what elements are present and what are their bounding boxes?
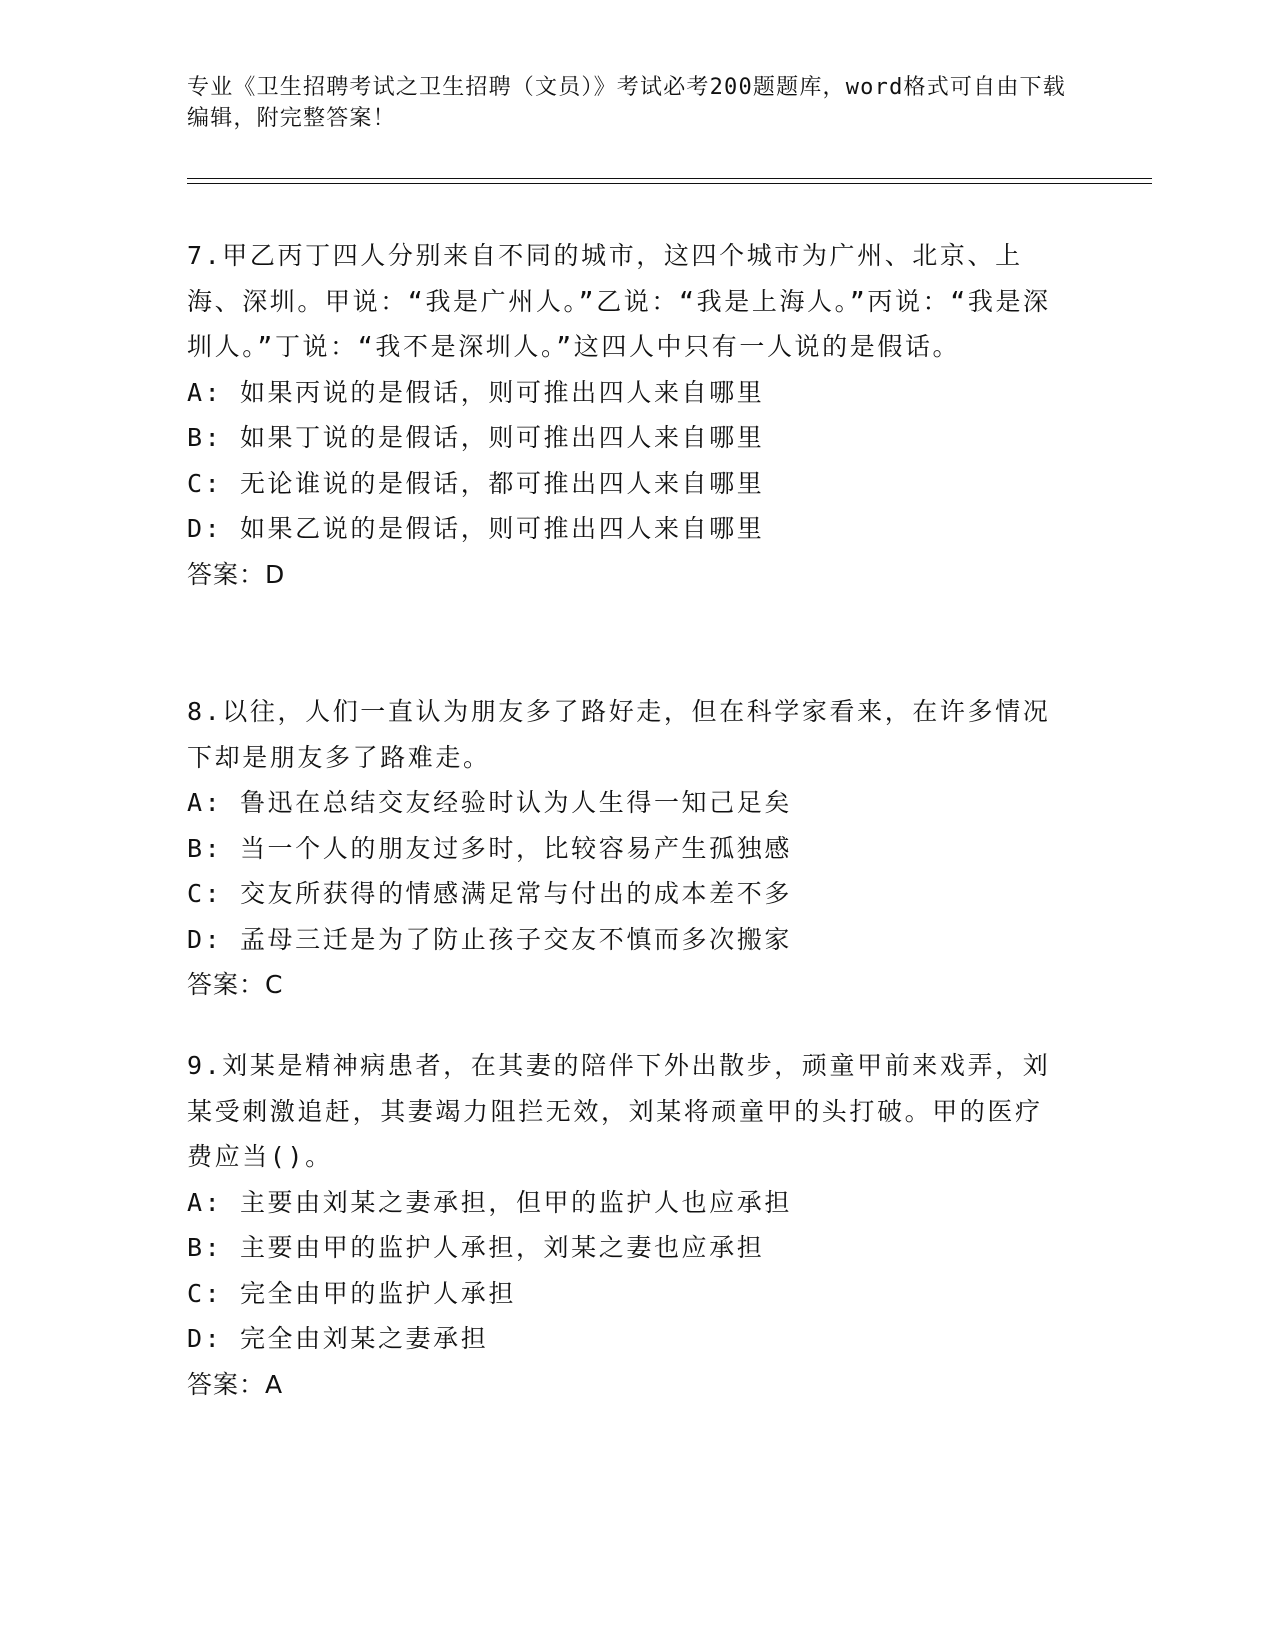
- answer: 答案：C: [187, 970, 284, 999]
- option-c: C: 完全由甲的监护人承担: [187, 1278, 516, 1308]
- option-a: A: 鲁迅在总结交友经验时认为人生得一知己足矣: [187, 788, 792, 817]
- option-c: C: 交友所获得的情感满足常与付出的成本差不多: [187, 879, 792, 908]
- question-stem: 7.甲乙丙丁四人分别来自不同的城市，这四个城市为广州、北京、上海、深圳。甲说：“我是广州人。”乙说：“我是上海人。”丙说：“我是深圳人。”丁说：“我不是深圳人。”这四人中只有一人说的是假话。: [187, 241, 1051, 361]
- header-divider-top: [187, 178, 1152, 179]
- answer: 答案：A: [187, 1369, 284, 1399]
- answer: 答案：D: [187, 559, 286, 589]
- option-b: B: 如果丁说的是假话，则可推出四人来自哪里: [187, 423, 765, 452]
- question-9: [187, 1043, 1067, 1407]
- option-b: B: 主要由甲的监护人承担，刘某之妻也应承担: [187, 1233, 765, 1262]
- question-7: [187, 233, 1067, 597]
- option-b: B: 当一个人的朋友过多时，比较容易产生孤独感: [187, 833, 792, 863]
- header-divider-bottom: [187, 183, 1152, 184]
- option-d: D: 孟母三迁是为了防止孩子交友不慎而多次搬家: [187, 924, 792, 954]
- option-a: A: 如果丙说的是假话，则可推出四人来自哪里: [187, 377, 765, 407]
- option-d: D: 如果乙说的是假话，则可推出四人来自哪里: [187, 514, 765, 543]
- option-d: D: 完全由刘某之妻承担: [187, 1324, 489, 1353]
- document-header: 专业《卫生招聘考试之卫生招聘（文员）》考试必考200题题库，word格式可自由下载编辑，附完整答案！: [187, 75, 1066, 131]
- option-c: C: 无论谁说的是假话，都可推出四人来自哪里: [187, 468, 765, 498]
- question-stem: 8.以往，人们一直认为朋友多了路好走，但在科学家看来，在许多情况下却是朋友多了路难走。: [187, 697, 1051, 772]
- question-stem: 9.刘某是精神病患者，在其妻的陪伴下外出散步，顽童甲前来戏弄，刘某受刺激追赶，其妻竭力阻拦无效，刘某将顽童甲的头打破。甲的医疗费应当()。: [187, 1051, 1051, 1171]
- option-a: A: 主要由刘某之妻承担，但甲的监护人也应承担: [187, 1187, 792, 1217]
- question-8: [187, 689, 1067, 1008]
